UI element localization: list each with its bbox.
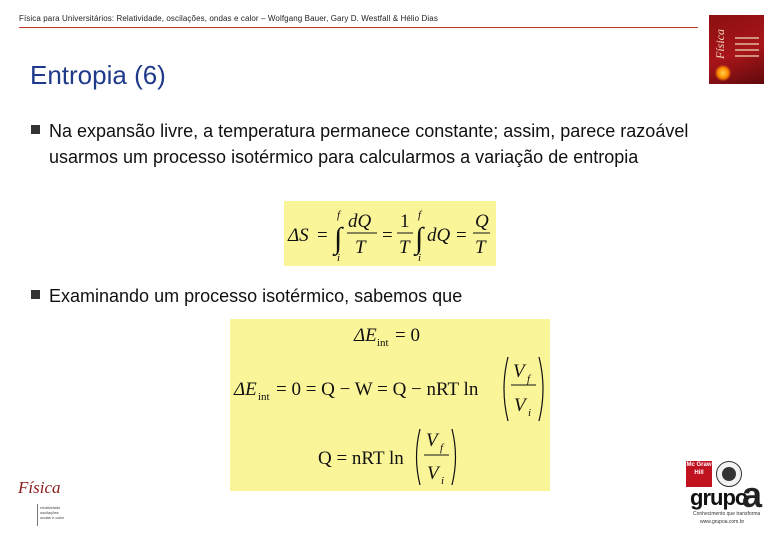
- fisica-logo-word: Física: [18, 478, 61, 497]
- cover-glow-graphic: [715, 65, 731, 81]
- eq1-dq: dQ: [348, 211, 372, 232]
- eq1-int-upper-2: f: [418, 209, 422, 221]
- publisher-seal-icon: [716, 461, 742, 487]
- slide-title: Entropia (6): [30, 60, 166, 90]
- grupo-a-wordmark: grupo: [690, 485, 748, 510]
- header-rule: [19, 27, 698, 28]
- eq1-dq-2: dQ: [427, 225, 451, 246]
- eq1-int-lower-1: i: [337, 252, 341, 264]
- eq1-t-3: T: [475, 237, 486, 258]
- grupo-a-website: www.grupoa.com.br: [700, 519, 745, 525]
- eq2-l3-vf: V: [426, 430, 438, 451]
- eq2-l2-sub: int: [258, 391, 270, 403]
- eq2-l2-vi-sub: i: [528, 407, 532, 419]
- grupo-a-tagline: Conhecimento que transforma: [693, 511, 761, 517]
- eq2-l1-delta-e: ΔE: [354, 325, 377, 346]
- logo-divider: [37, 504, 38, 526]
- grupo-a-letter: a: [742, 474, 763, 515]
- bullet-text-1: Na expansão livre, a temperatura permanece constante; assim, parece razoável usarmos um processo isotérmico para calcularmos a variação de entropia: [49, 121, 689, 167]
- eq1-equals-2: =: [382, 225, 393, 246]
- eq2-l3-vf-sub: f: [440, 442, 444, 454]
- eq2-l3-vi-sub: i: [441, 475, 445, 487]
- eq2-l2-vi: V: [514, 395, 526, 416]
- eq1-equals-1: =: [317, 225, 328, 246]
- bullet-square-icon: [31, 290, 40, 299]
- eq1-delta-s: ΔS: [288, 225, 309, 246]
- eq2-l2-delta-e: ΔE: [234, 379, 257, 400]
- fisica-book-logo: [18, 478, 78, 530]
- eq1-integral-1: ∫: [334, 222, 343, 255]
- book-cover-thumbnail: [709, 15, 764, 84]
- eq1-one: 1: [400, 211, 410, 232]
- cover-title: Física: [713, 29, 727, 59]
- isothermal-equations: [230, 319, 550, 491]
- eq2-l2-vf-sub: f: [527, 373, 531, 385]
- eq1-int-upper-1: f: [337, 209, 341, 221]
- running-header: Física para Universitários: Relatividade, oscilações, ondas e calor – Wolfgang Bauer, Gary D. Westfall & Hélio Dias: [19, 14, 438, 23]
- eq1-int-lower-2: i: [418, 252, 422, 264]
- eq2-l1-rhs: = 0: [395, 325, 420, 346]
- eq1-equals-3: =: [456, 225, 467, 246]
- eq2-l2-mid: = 0 = Q − W = Q − nRT ln: [276, 379, 479, 400]
- eq1-integral-2: ∫: [415, 222, 424, 255]
- eq2-l3-vi: V: [427, 463, 439, 484]
- bullet-square-icon: [31, 125, 40, 134]
- eq1-q: Q: [475, 211, 489, 232]
- mcgraw-hill-logo: Mc Graw Hill: [686, 461, 712, 487]
- entropy-integral-equation: [284, 201, 496, 266]
- bullet-text-2: Examinando um processo isotérmico, sabemos que: [49, 286, 463, 306]
- cover-text-lines: [735, 37, 759, 61]
- logo-caption: relatividade oscilações ondas e calor: [40, 505, 65, 520]
- eq2-l1-sub: int: [377, 337, 389, 349]
- eq2-l3-lhs: Q = nRT ln: [318, 448, 404, 469]
- eq1-t-1: T: [355, 237, 366, 258]
- eq1-t-2: T: [399, 237, 410, 258]
- eq2-l2-vf: V: [513, 361, 525, 382]
